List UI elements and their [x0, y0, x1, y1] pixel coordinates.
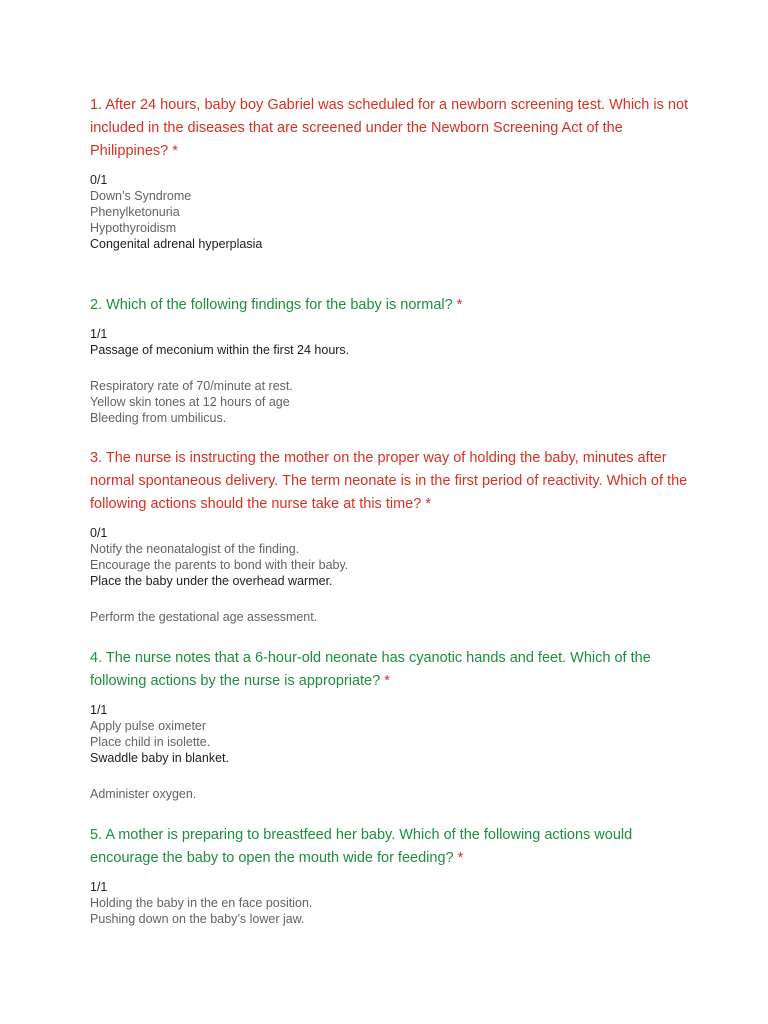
question-2	[90, 294, 690, 426]
required-asterisk: *	[384, 673, 390, 689]
selected-option: Place the baby under the overhead warmer.	[90, 574, 333, 588]
question-1-options	[90, 188, 690, 252]
question-5-text: 5. A mother is preparing to breastfeed her baby. Which of the following actions would encourage the baby to open the mouth wide for feeding? *	[90, 827, 633, 866]
question-5	[90, 824, 690, 927]
option: Phenylketonuria	[90, 205, 180, 219]
option: Respiratory rate of 70/minute at rest.	[90, 379, 293, 393]
selected-option: Passage of meconium within the first 24 hours.	[90, 343, 350, 357]
question-2-options	[90, 342, 690, 426]
question-4-options	[90, 718, 690, 802]
question-1-score: 0/1	[90, 173, 108, 187]
required-asterisk: *	[456, 297, 463, 313]
question-5-options	[90, 895, 690, 927]
option: Administer oxygen.	[90, 787, 197, 801]
question-4	[90, 647, 690, 802]
option: Apply pulse oximeter	[90, 719, 207, 733]
question-5-score: 1/1	[90, 880, 108, 894]
question-3	[90, 447, 690, 625]
option: Encourage the parents to bond with their baby.	[90, 558, 349, 572]
question-3-text: 3. The nurse is instructing the mother on the proper way of holding the baby, minutes after normal spontaneous delivery. The term neonate is in the first period of reactivity. Which of the following actions should the nurse take at this time? *	[90, 450, 688, 512]
question-1	[90, 94, 690, 252]
option: Hypothyroidism	[90, 221, 177, 235]
option: Notify the neonatalogist of the finding.	[90, 542, 300, 556]
required-asterisk: *	[425, 496, 431, 512]
option: Yellow skin tones at 12 hours of age	[90, 395, 290, 409]
option: Bleeding from umbilicus.	[90, 411, 227, 425]
question-2-text: 2. Which of the following findings for the baby is normal? *	[90, 297, 463, 313]
required-asterisk: *	[457, 850, 464, 866]
question-4-text: 4. The nurse notes that a 6-hour-old neonate has cyanotic hands and feet. Which of the following actions by the nurse is appropriate? *	[90, 650, 651, 689]
question-3-options	[90, 541, 690, 625]
question-4-score: 1/1	[90, 703, 108, 717]
question-2-score: 1/1	[90, 327, 108, 341]
option: Perform the gestational age assessment.	[90, 610, 318, 624]
question-3-score: 0/1	[90, 526, 108, 540]
option: Down’s Syndrome	[90, 189, 192, 203]
question-1-text: 1. After 24 hours, baby boy Gabriel was scheduled for a newborn screening test. Which is not included in the diseases that are screened under the Newborn Screening Act of the Philippines? *	[90, 97, 689, 159]
selected-option: Swaddle baby in blanket.	[90, 751, 229, 765]
option: Pushing down on the baby’s lower jaw.	[90, 912, 305, 926]
selected-option: Congenital adrenal hyperplasia	[90, 237, 263, 251]
required-asterisk: *	[172, 143, 178, 159]
option: Place child in isolette.	[90, 735, 211, 749]
option: Holding the baby in the en face position.	[90, 896, 313, 910]
